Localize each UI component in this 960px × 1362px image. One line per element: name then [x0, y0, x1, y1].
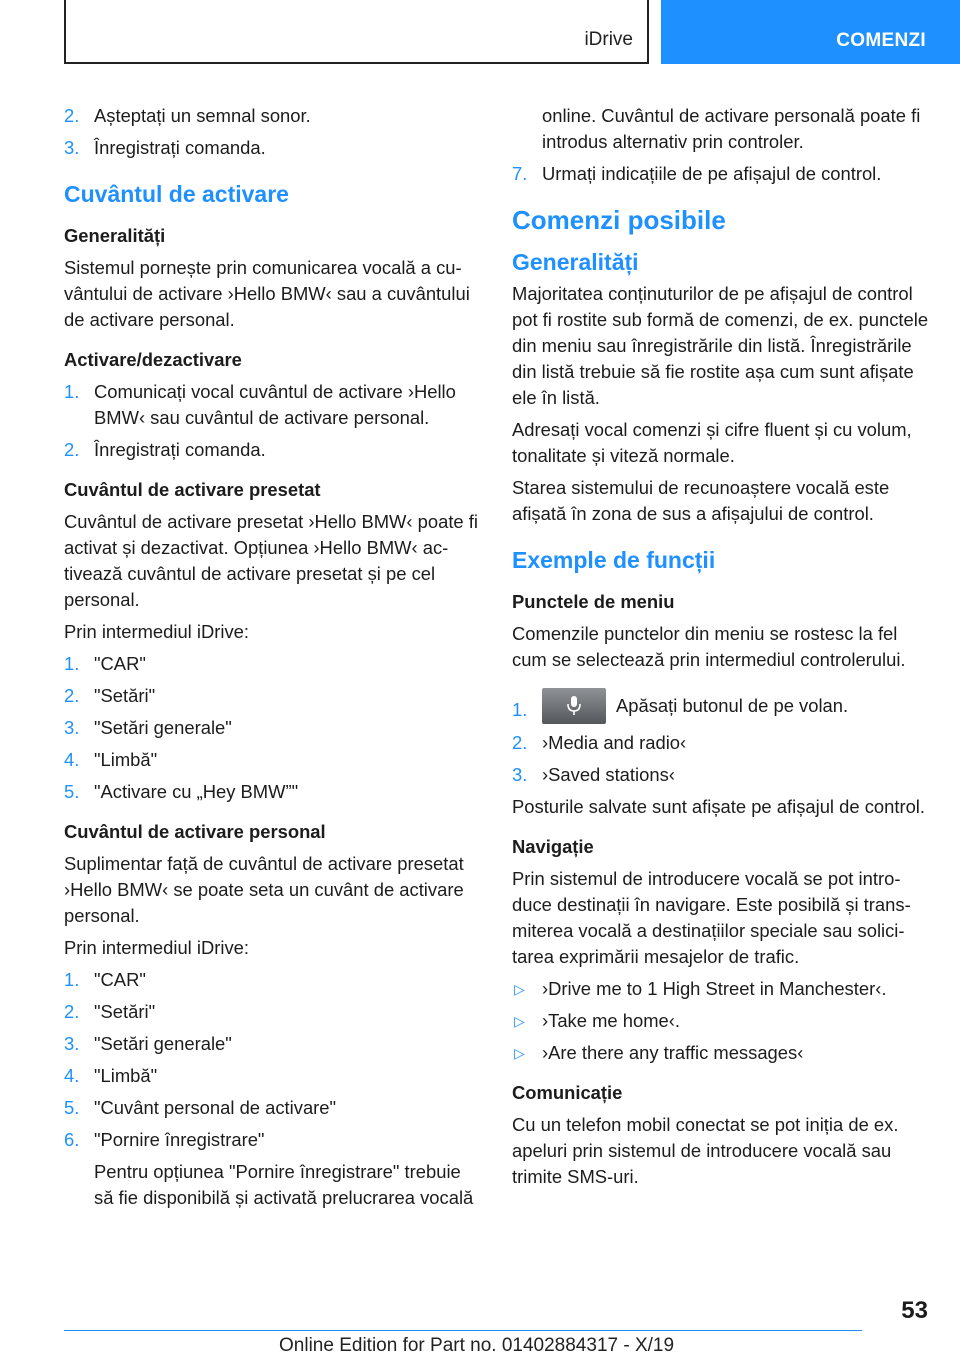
list-item: 3. "Setări generale": [64, 1033, 232, 1054]
list-item: 2. Înregistrați comanda.: [64, 439, 266, 460]
list-item: 2. "Setări": [64, 1001, 156, 1022]
list-item: 6. "Pornire înregistrare": [64, 1129, 265, 1150]
list-item: 5. "Activare cu „Hey BMW”": [64, 781, 299, 802]
footer-divider: [64, 1330, 862, 1331]
paragraph: Posturile salvate sunt afișate pe afișajul de control.: [512, 796, 925, 818]
footer-edition: Online Edition for Part no. 01402884317 - X/19: [279, 1335, 675, 1356]
subheading-preset: Cuvântul de activare presetat: [64, 479, 321, 500]
subheading-menu-items: Punctele de meniu: [512, 591, 675, 612]
list-item: 3. Înregistrați comanda.: [64, 137, 266, 158]
list-item: 3. ›Saved stations‹: [512, 764, 675, 786]
list-item: ▷ ›Take me home‹.: [512, 1008, 930, 1034]
section-heading-wake-word: Cuvântul de activare: [64, 181, 289, 207]
section-heading-general: Generalități: [512, 249, 639, 275]
list-item: 4. "Limbă": [64, 749, 158, 770]
header-chapter-title: COMENZI: [836, 30, 926, 51]
paragraph: Cuvântul de activare presetat ›Hello BMW‹ poate fi activat și dezactivat. Opțiunea ›Hello BMW‹ activează cuvântul de activare presetat și pe cel personal.: [64, 511, 478, 610]
right-column: [512, 103, 930, 1196]
paragraph: Sistemul pornește prin comunicarea vocală a cuvântului de activare ›Hello BMW‹ sau a cuvântului de activare personal.: [64, 257, 470, 330]
header-section-title: iDrive: [584, 29, 633, 50]
list-item: 2. "Setări": [64, 685, 156, 706]
page-number: 53: [901, 1297, 928, 1324]
triangle-bullet-icon: ▷: [514, 981, 525, 998]
list-item: ▷ ›Drive me to 1 High Street in Manchester‹.: [512, 976, 930, 1002]
paragraph: Majoritatea conținuturilor de pe afișajul de control pot fi rostite sub formă de comenzi, de ex. punctele din meniu sau înregistrările din listă. Înregistrările din listă trebuie să fie rostite așa cum sunt afișate ele în listă.: [512, 283, 929, 408]
list-item: 3. "Setări generale": [64, 717, 232, 738]
subheading-navigation: Navigație: [512, 836, 594, 858]
list-item: 1. "CAR": [64, 653, 146, 674]
triangle-bullet-icon: ▷: [514, 1013, 525, 1030]
triangle-bullet-icon: ▷: [514, 1045, 525, 1062]
list-item: 1. Comunicați vocal cuvântul de activare ›Hello BMW‹ sau cuvântul de activare personal.: [64, 381, 456, 428]
list-item: ▷ ›Are there any traffic messages‹: [512, 1040, 930, 1066]
paragraph: Adresați vocal comenzi și cifre fluent și cu volum, tonalitate și viteză normale.: [512, 419, 912, 466]
paragraph: Suplimentar față de cuvântul de activare presetat ›Hello BMW‹ se poate seta un cuvânt de activare personal.: [64, 853, 464, 926]
list-item: 5. "Cuvânt personal de activare": [64, 1097, 337, 1118]
header-section-box: [64, 0, 649, 64]
subheading-communication: Comunicație: [512, 1082, 623, 1104]
step-note: Pentru opțiunea "Pornire înregistrare" trebuie să fie disponibilă și activată prelucrarea vocală: [94, 1161, 474, 1208]
paragraph: Prin intermediul iDrive:: [64, 621, 249, 642]
paragraph: Prin intermediul iDrive:: [64, 937, 249, 958]
header-chapter-box: [661, 0, 960, 64]
list-item: 2. Așteptați un semnal sonor.: [64, 105, 311, 126]
section-heading-possible-commands: Comenzi posibile: [512, 205, 726, 235]
microphone-button-icon: [542, 688, 606, 724]
paragraph: Cu un telefon mobil conectat se pot iniția de ex. apeluri prin sistemul de introducere vocală sau trimite SMS-uri.: [512, 1114, 899, 1188]
subheading-general: Generalități: [64, 225, 166, 246]
step-note-continued: online. Cuvântul de activare personală poate fi introdus alternativ prin controler.: [542, 105, 921, 152]
list-item: 1. "CAR": [64, 969, 146, 990]
section-heading-examples: Exemple de funcții: [512, 547, 716, 573]
left-column: [64, 103, 482, 1217]
paragraph: Comenzile punctelor din meniu se rostesc la fel cum se selectează prin intermediul controlerului.: [512, 623, 906, 670]
subheading-personal: Cuvântul de activare personal: [64, 821, 326, 842]
paragraph: Starea sistemului de recunoaștere vocală este afișată în zona de sus a afișajului de control.: [512, 477, 890, 524]
paragraph: Prin sistemul de introducere vocală se pot introduce destinații în navigare. Este posibilă și transmiterea vocală a destinațiilor speciale sau solicitarea exprimării mesajelor de trafic.: [512, 868, 911, 968]
list-item: 7. Urmați indicațiile de pe afișajul de control.: [512, 163, 882, 184]
list-item: 2. ›Media and radio‹: [512, 732, 687, 754]
subheading-activation: Activare/dezactivare: [64, 349, 242, 370]
list-item: 4. "Limbă": [64, 1065, 158, 1086]
list-item: 1. Apăsați butonul de pe volan.: [512, 687, 930, 724]
